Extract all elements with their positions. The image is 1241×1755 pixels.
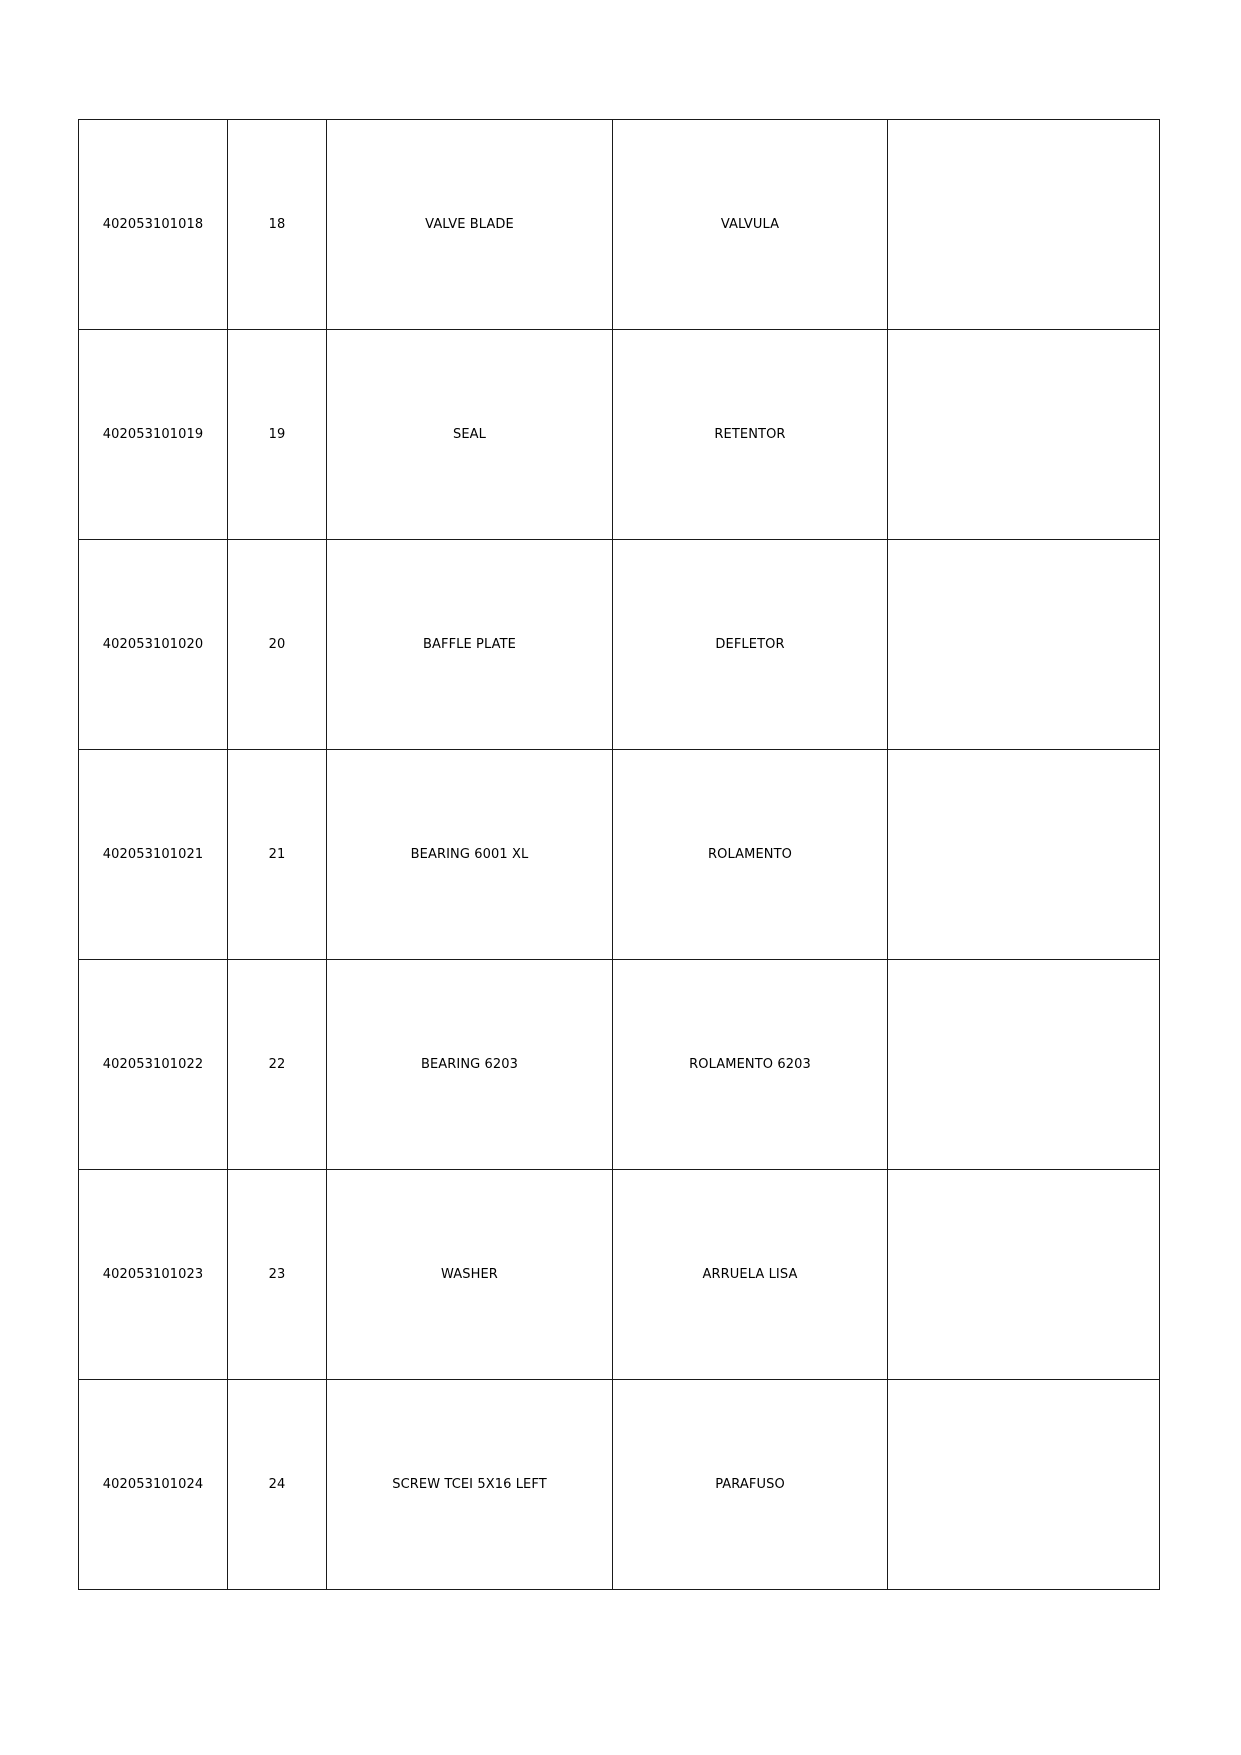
description-en-cell: VALVE BLADE — [327, 120, 613, 330]
description-pt-cell: DEFLETOR — [613, 540, 888, 750]
description-pt-cell: ROLAMENTO 6203 — [613, 960, 888, 1170]
description-pt-cell: ARRUELA LISA — [613, 1170, 888, 1380]
notes-cell — [888, 330, 1160, 540]
description-pt-cell: PARAFUSO — [613, 1380, 888, 1590]
part-code-cell: 402053101021 — [79, 750, 228, 960]
notes-cell — [888, 1380, 1160, 1590]
part-code-cell: 402053101024 — [79, 1380, 228, 1590]
table-row — [79, 120, 1160, 330]
part-code-cell: 402053101018 — [79, 120, 228, 330]
notes-cell — [888, 750, 1160, 960]
table-row — [79, 1380, 1160, 1590]
description-en-cell: BEARING 6203 — [327, 960, 613, 1170]
position-cell: 20 — [228, 540, 327, 750]
table-row — [79, 960, 1160, 1170]
description-pt-cell: RETENTOR — [613, 330, 888, 540]
position-cell: 19 — [228, 330, 327, 540]
description-en-cell: SEAL — [327, 330, 613, 540]
notes-cell — [888, 1170, 1160, 1380]
position-cell: 24 — [228, 1380, 327, 1590]
notes-cell — [888, 120, 1160, 330]
table-row — [79, 540, 1160, 750]
table-row — [79, 1170, 1160, 1380]
part-code-cell: 402053101022 — [79, 960, 228, 1170]
notes-cell — [888, 540, 1160, 750]
position-cell: 22 — [228, 960, 327, 1170]
parts-table — [78, 119, 1160, 1590]
description-en-cell: WASHER — [327, 1170, 613, 1380]
description-en-cell: SCREW TCEI 5X16 LEFT — [327, 1380, 613, 1590]
description-en-cell: BAFFLE PLATE — [327, 540, 613, 750]
part-code-cell: 402053101020 — [79, 540, 228, 750]
table-row — [79, 330, 1160, 540]
part-code-cell: 402053101019 — [79, 330, 228, 540]
part-code-cell: 402053101023 — [79, 1170, 228, 1380]
notes-cell — [888, 960, 1160, 1170]
position-cell: 21 — [228, 750, 327, 960]
position-cell: 23 — [228, 1170, 327, 1380]
description-pt-cell: ROLAMENTO — [613, 750, 888, 960]
description-pt-cell: VALVULA — [613, 120, 888, 330]
description-en-cell: BEARING 6001 XL — [327, 750, 613, 960]
position-cell: 18 — [228, 120, 327, 330]
table-row — [79, 750, 1160, 960]
